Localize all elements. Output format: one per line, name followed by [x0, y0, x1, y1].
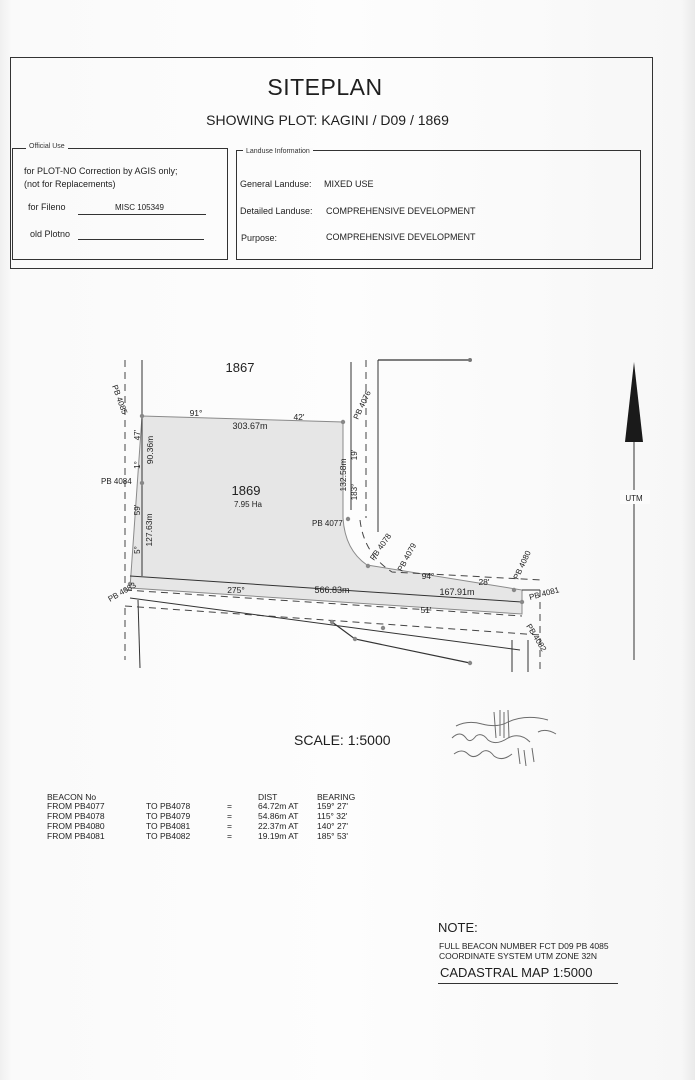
- label-pb4079: PB 4079: [395, 541, 419, 573]
- note-line-2: COORDINATE SYSTEM UTM ZONE 32N: [439, 951, 598, 961]
- bearing-275: 275°: [227, 585, 245, 595]
- row-to: TO PB4082: [146, 831, 191, 841]
- row-eq: =: [227, 821, 232, 831]
- label-pb4077: PB 4077: [312, 519, 343, 528]
- correction-line-2: (not for Replacements): [24, 179, 116, 189]
- row-eq: =: [227, 831, 232, 841]
- row-from: FROM PB4081: [47, 831, 105, 841]
- beacon-table-header-bearing: BEARING: [317, 792, 356, 802]
- row-eq: =: [227, 811, 232, 821]
- fileno-underline: [78, 214, 206, 215]
- site-plan-drawing: [0, 340, 695, 680]
- beacon-point-4081: [520, 600, 524, 604]
- beacon-point-b: [381, 626, 385, 630]
- beacon-point-4080: [512, 588, 516, 592]
- landuse-info-box: [236, 150, 641, 260]
- bearing-94: 94°: [421, 571, 435, 581]
- neighbor-top-point: [468, 358, 472, 362]
- dim-east-side: 132.58m: [338, 458, 348, 492]
- row-to: TO PB4079: [146, 811, 191, 821]
- dim-north-side: 303.67m: [232, 421, 268, 431]
- label-pb4083: PB 4083: [106, 580, 138, 604]
- label-pb4080: PB 4080: [511, 549, 533, 581]
- bearing-183: 183°: [350, 483, 359, 501]
- bearing-42: 42': [293, 412, 305, 422]
- note-line-1: FULL BEACON NUMBER FCT D09 PB 4085: [439, 941, 609, 951]
- dim-west-lower: 127.63m: [144, 513, 154, 547]
- beacon-point-d: [468, 661, 472, 665]
- detailed-landuse-value: COMPREHENSIVE DEVELOPMENT: [326, 206, 476, 216]
- row-bearing: 115° 32': [317, 811, 348, 821]
- plot-number-1869: 1869: [231, 483, 261, 498]
- purpose-label: Purpose:: [241, 233, 278, 243]
- bearing-19: 19': [350, 449, 359, 461]
- label-pb4084: PB 4084: [101, 477, 132, 486]
- plot-area: 7.95 Ha: [233, 500, 263, 509]
- landuse-info-legend: Landuse Information: [243, 148, 313, 155]
- cadastral-map-label: CADASTRAL MAP 1:5000: [440, 965, 593, 980]
- bearing-47: 47': [133, 429, 142, 441]
- beacon-point-a: [330, 620, 334, 624]
- general-landuse-label: General Landuse:: [240, 179, 312, 189]
- row-eq: =: [227, 801, 232, 811]
- detailed-landuse-label: Detailed Landuse:: [240, 206, 313, 216]
- label-pb4085: PB 4085: [110, 383, 130, 416]
- label-pb4078: PB 4078: [368, 531, 394, 563]
- row-to: TO PB4078: [146, 801, 191, 811]
- row-from: FROM PB4077: [47, 801, 105, 811]
- row-bearing: 159° 27': [317, 801, 349, 811]
- label-pb4082: PB 4082: [524, 622, 549, 654]
- cadastral-underline: [438, 983, 618, 984]
- dim-south-side: 566.83m: [314, 585, 350, 595]
- bearing-91: 91°: [189, 408, 203, 418]
- north-label: UTM: [625, 494, 643, 503]
- row-from: FROM PB4080: [47, 821, 105, 831]
- general-landuse-value: MIXED USE: [324, 179, 374, 189]
- beacon-point-c: [353, 637, 357, 641]
- purpose-value: COMPREHENSIVE DEVELOPMENT: [326, 232, 476, 242]
- bearing-28: 28': [478, 577, 490, 587]
- row-to: TO PB4081: [146, 821, 191, 831]
- plot-subtitle: SHOWING PLOT: KAGINI / D09 / 1869: [206, 112, 449, 128]
- row-from: FROM PB4078: [47, 811, 105, 821]
- old-plotno-label: old Plotno: [30, 229, 71, 239]
- fileno-label: for Fileno: [28, 202, 66, 212]
- row-bearing: 185° 53': [317, 831, 349, 841]
- beacon-table-header-dist: DIST: [258, 792, 278, 802]
- west-lower-line: [138, 600, 140, 668]
- row-dist: 54.86m AT: [258, 811, 299, 821]
- beacon-point-4078: [366, 564, 370, 568]
- old-plotno-underline: [78, 239, 204, 240]
- dim-south-east: 167.91m: [439, 587, 475, 597]
- beacon-table-header-beacon: BEACON No: [47, 792, 97, 802]
- bearing-5: 5°: [133, 546, 142, 554]
- bearing-1: 1°: [133, 461, 142, 469]
- bearing-51: 51': [420, 605, 432, 615]
- beacon-point-4085: [140, 414, 144, 418]
- page-title: SITEPLAN: [267, 74, 383, 100]
- dim-west-upper: 90.36m: [145, 435, 155, 465]
- fileno-value: MISC 105349: [115, 203, 164, 212]
- row-dist: 64.72m AT: [258, 801, 299, 811]
- row-dist: 22.37m AT: [258, 821, 299, 831]
- note-heading: NOTE:: [438, 920, 478, 935]
- beacon-point-4076: [341, 420, 345, 424]
- signature: [448, 708, 563, 770]
- correction-line-1: for PLOT-NO Correction by AGIS only;: [24, 166, 178, 176]
- north-arrow-head: [625, 362, 643, 442]
- official-use-legend: Official Use: [26, 143, 68, 150]
- row-dist: 19.19m AT: [258, 831, 299, 841]
- adjacent-plot-1867: 1867: [225, 360, 255, 375]
- label-pb4081: PB 4081: [528, 585, 561, 602]
- bearing-59: 59': [133, 504, 142, 516]
- row-bearing: 140° 27': [317, 821, 349, 831]
- beacon-point-4084: [140, 481, 144, 485]
- beacon-point-4077: [346, 517, 350, 521]
- scale-label: SCALE: 1:5000: [294, 732, 391, 748]
- label-pb4076: PB 4076: [351, 389, 373, 421]
